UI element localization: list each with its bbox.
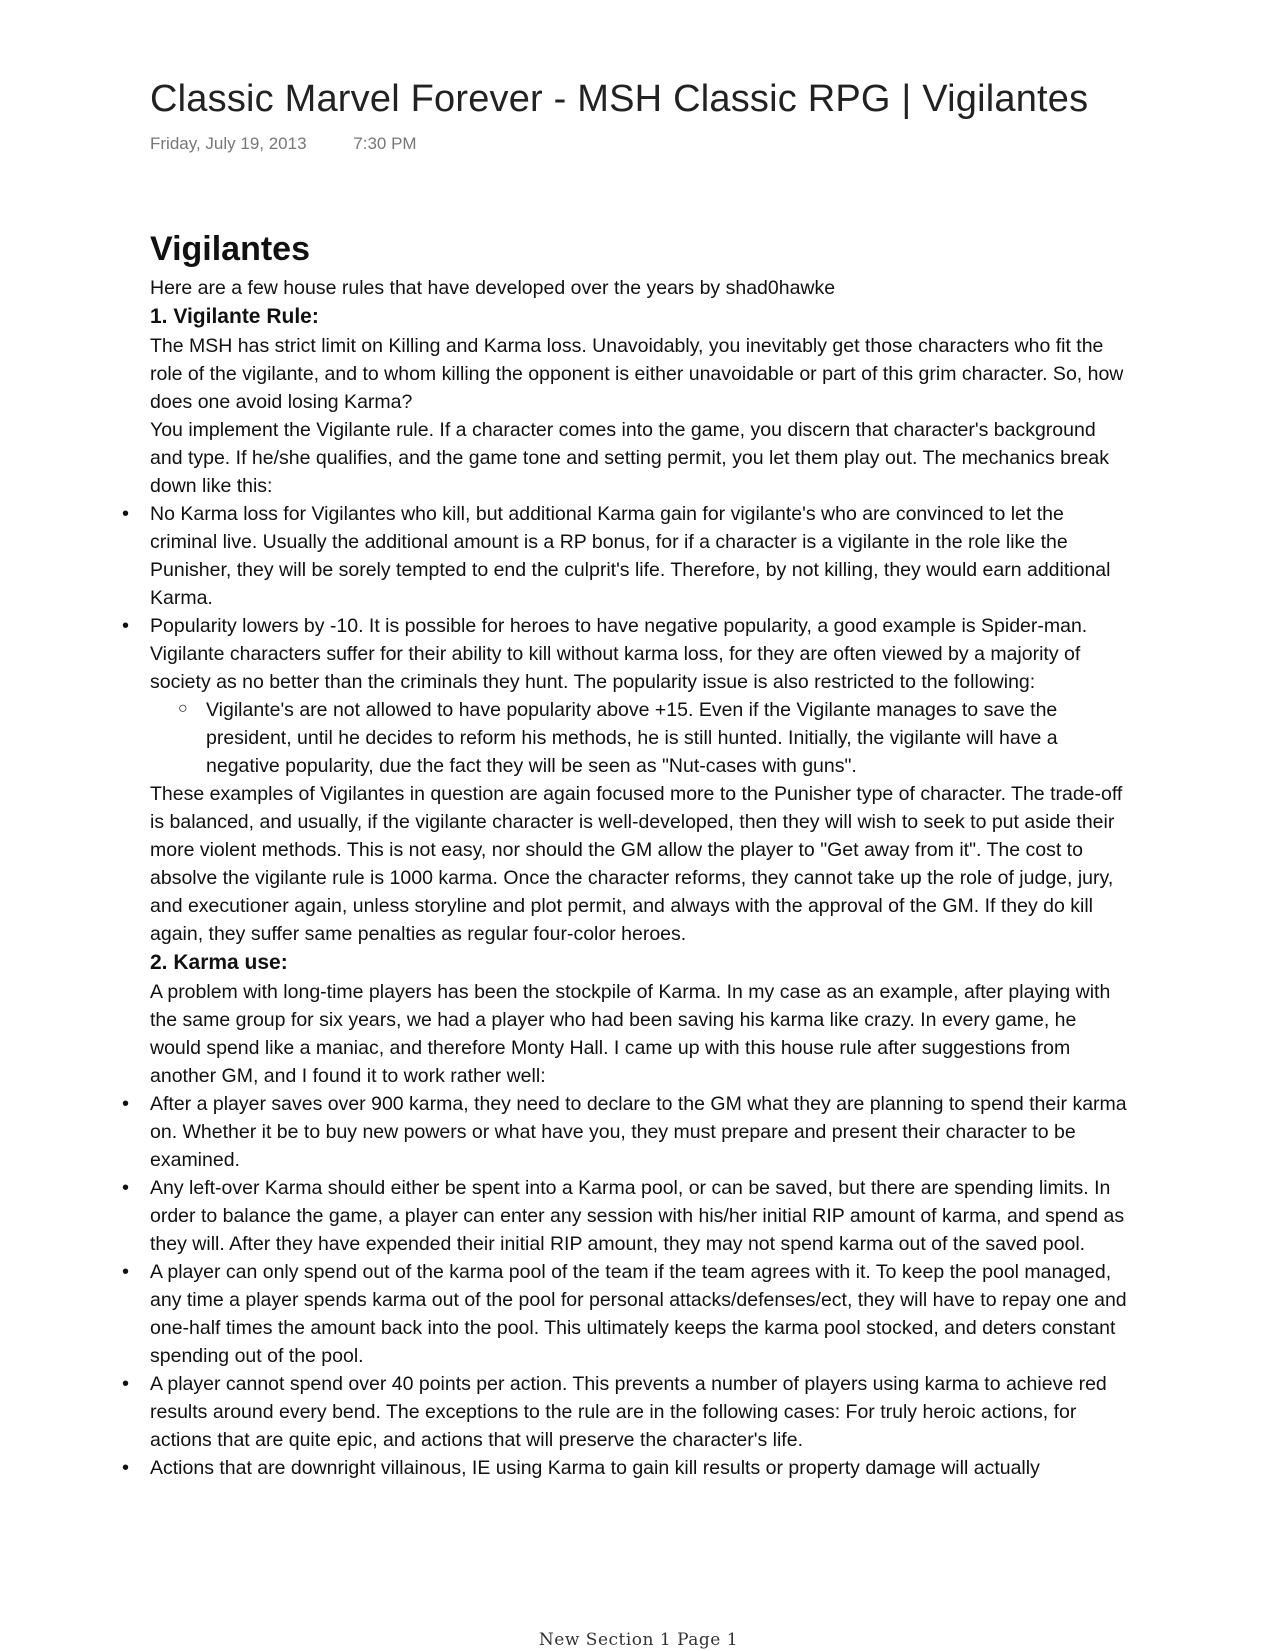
page-datetime (150, 134, 417, 154)
rule2-heading: 2. Karma use: (150, 951, 288, 974)
page-title: Classic Marvel Forever - MSH Classic RPG | Vigilantes (150, 78, 1089, 120)
page-time: 7:30 PM (353, 134, 417, 153)
intro-paragraph: Here are a few house rules that have developed over the years by shad0hawke (150, 277, 836, 299)
page-date: Friday, July 19, 2013 (150, 134, 307, 153)
sub-list-item: ○ Vigilante's are not allowed to have popularity above +15. Even if the Vigilante manages to save the president, until he decides to reform his methods, he is still hunted. Initially, the vigilante will have a negative popularity, due the fact they will be seen as "Nut-cases with guns". (206, 696, 1130, 780)
rule1-paragraph-3: These examples of Vigilantes in question are again focused more to the Punisher type of character. The trade-off is balanced, and usually, if the vigilante character is well-developed, then they will wish to seek to put aside their more violent methods. This is not easy, nor should the GM allow the player to "Get away from it". The cost to absolve the vigilante rule is 1000 karma. Once the character reforms, they cannot take up the role of judge, jury, and executioner again, unless storyline and plot permit, and always with the approval of the GM. If they do kill again, they suffer same penalties as regular four-color heroes. (150, 783, 1123, 945)
rule1-paragraph-1: The MSH has strict limit on Killing and Karma loss. Unavoidably, you inevitably get those characters who fit the role of the vigilante, and to whom killing the opponent is either unavoidable or part of this grim character. So, how does one avoid losing Karma? (150, 335, 1124, 413)
list-item: • Any left-over Karma should either be spent into a Karma pool, or can be saved, but there are spending limits. In order to balance the game, a player can enter any session with his/her initial RIP amount of karma, and spend as they will. After they have expended their initial RIP amount, they may not spend karma out of the saved pool. (150, 1174, 1130, 1258)
list-item: • After a player saves over 900 karma, they need to declare to the GM what they are planning to spend their karma on. Whether it be to buy new powers or what have you, they must prepare and present their character to be examined. (150, 1090, 1130, 1174)
list-item (150, 612, 1130, 780)
list-item: • Actions that are downright villainous, IE using Karma to gain kill results or property damage will actually (150, 1454, 1130, 1482)
rule2-paragraph-1: A problem with long-time players has been the stockpile of Karma. In my case as an example, after playing with the same group for six years, we had a player who had been saving his karma like crazy. In every game, he would spend like a maniac, and therefore Monty Hall. I came up with this house rule after suggestions from another GM, and I found it to work rather well: (150, 981, 1111, 1087)
rule1-sub-bullet-list (150, 696, 1130, 780)
rule2-bullet-list (150, 1090, 1130, 1482)
note-content[interactable] (150, 228, 1130, 1482)
page-footer: New Section 1 Page 1 (538, 1630, 739, 1650)
rule1-paragraph-2: You implement the Vigilante rule. If a character comes into the game, you discern that character's background and type. If he/she qualifies, and the game tone and setting permit, you let them play out. The mechanics break down like this: (150, 419, 1109, 497)
section-heading: Vigilantes (150, 230, 310, 268)
list-item: • No Karma loss for Vigilantes who kill, but additional Karma gain for vigilante's who are convinced to let the criminal live. Usually the additional amount is a RP bonus, for if a character is a vigilante in the role like the Punisher, they will be sorely tempted to end the culprit's life. Therefore, by not killing, they would earn additional Karma. (150, 500, 1130, 612)
list-item: • A player cannot spend over 40 points per action. This prevents a number of players using karma to achieve red results around every bend. The exceptions to the rule are in the following cases: For truly heroic actions, for actions that are quite epic, and actions that will preserve the character's life. (150, 1370, 1130, 1454)
rule1-bullet-list (150, 500, 1130, 780)
list-item-text: Popularity lowers by -10. It is possible for heroes to have negative popularity, a good example is Spider-man. Vigilante characters suffer for their ability to kill without karma loss, for they are often viewed by a majority of society as no better than the criminals they hunt. The popularity issue is also restricted to the following: (150, 615, 1088, 693)
list-item: • A player can only spend out of the karma pool of the team if the team agrees with it. To keep the pool managed, any time a player spends karma out of the pool for personal attacks/defenses/ect, they will have to repay one and one-half times the amount back into the pool. This ultimately keeps the karma pool stocked, and deters constant spending out of the pool. (150, 1258, 1130, 1370)
rule1-heading: 1. Vigilante Rule: (150, 305, 319, 328)
